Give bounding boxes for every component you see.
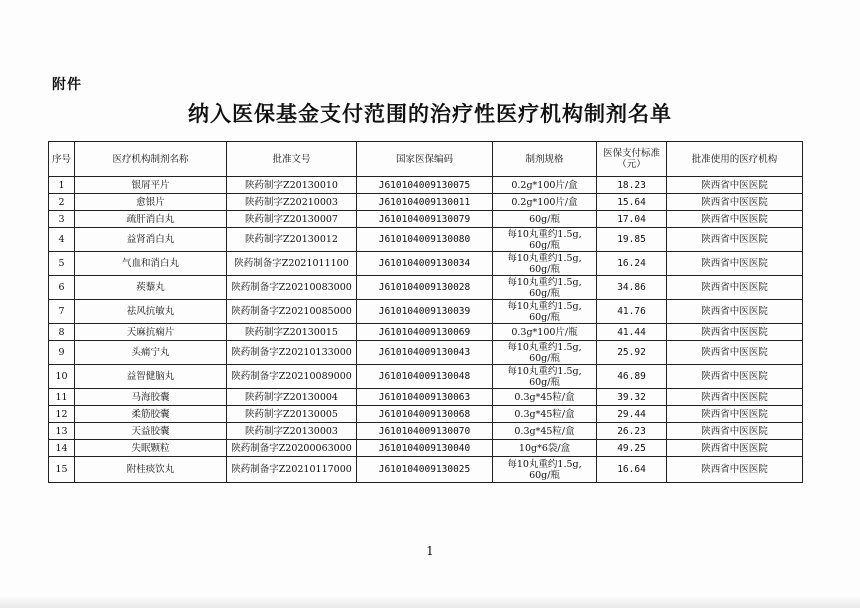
cell-spec bbox=[493, 228, 597, 252]
cell-spec-line1: 每10丸重约1.5g, bbox=[507, 300, 582, 312]
cell-no: 5 bbox=[49, 252, 75, 276]
cell-spec-line2: 60g/瓶 bbox=[529, 469, 560, 481]
table-row bbox=[49, 389, 803, 406]
cell-name: 马海胶囊 bbox=[75, 389, 227, 406]
cell-code: J610104009130048 bbox=[357, 365, 493, 389]
cell-spec bbox=[493, 389, 597, 406]
cell-name: 蒺藜丸 bbox=[75, 276, 227, 300]
cell-name: 疏肝消白丸 bbox=[75, 211, 227, 228]
cell-no: 8 bbox=[49, 324, 75, 341]
cell-name: 失眠颗粒 bbox=[75, 440, 227, 457]
header-price-line2: （元） bbox=[617, 159, 646, 170]
cell-name: 祛风抗敏丸 bbox=[75, 300, 227, 324]
cell-spec bbox=[493, 194, 597, 211]
cell-spec bbox=[493, 440, 597, 457]
cell-spec bbox=[493, 365, 597, 389]
table-row bbox=[49, 365, 803, 389]
cell-institution: 陕西省中医医院 bbox=[667, 177, 803, 194]
header-code: 国家医保编码 bbox=[357, 142, 493, 177]
cell-name: 天益胶囊 bbox=[75, 423, 227, 440]
cell-institution: 陕西省中医医院 bbox=[667, 423, 803, 440]
cell-code: J610104009130043 bbox=[357, 341, 493, 365]
cell-spec bbox=[493, 211, 597, 228]
cell-institution: 陕西省中医医院 bbox=[667, 457, 803, 483]
cell-code: J610104009130070 bbox=[357, 423, 493, 440]
cell-code: J610104009130069 bbox=[357, 324, 493, 341]
cell-approval: 陕药制字Z20130010 bbox=[227, 177, 357, 194]
cell-price: 39.32 bbox=[597, 389, 667, 406]
page-number: 1 bbox=[426, 544, 434, 558]
cell-code: J610104009130025 bbox=[357, 457, 493, 483]
cell-approval: 陕药制备字Z20210089000 bbox=[227, 365, 357, 389]
cell-code: J610104009130079 bbox=[357, 211, 493, 228]
cell-name: 柔筋胶囊 bbox=[75, 406, 227, 423]
cell-no: 2 bbox=[49, 194, 75, 211]
cell-no: 10 bbox=[49, 365, 75, 389]
cell-no: 1 bbox=[49, 177, 75, 194]
cell-no: 15 bbox=[49, 457, 75, 483]
cell-spec bbox=[493, 406, 597, 423]
cell-price: 41.44 bbox=[597, 324, 667, 341]
cell-spec-line1: 0.3g*45粒/盒 bbox=[514, 391, 575, 403]
table-header-row bbox=[49, 142, 803, 177]
cell-spec-line1: 0.3g*100片/瓶 bbox=[511, 326, 578, 338]
table-row bbox=[49, 276, 803, 300]
cell-spec-line2: 60g/瓶 bbox=[529, 287, 560, 299]
header-institution: 批准使用的医疗机构 bbox=[667, 142, 803, 177]
cell-code: J610104009130040 bbox=[357, 440, 493, 457]
table-row bbox=[49, 457, 803, 483]
cell-price: 29.44 bbox=[597, 406, 667, 423]
cell-institution: 陕西省中医医院 bbox=[667, 389, 803, 406]
cell-institution: 陕西省中医医院 bbox=[667, 324, 803, 341]
table-row bbox=[49, 252, 803, 276]
cell-spec bbox=[493, 324, 597, 341]
cell-no: 4 bbox=[49, 228, 75, 252]
cell-spec-line1: 每10丸重约1.5g, bbox=[507, 228, 582, 240]
cell-price: 41.76 bbox=[597, 300, 667, 324]
cell-no: 6 bbox=[49, 276, 75, 300]
cell-name: 银屑平片 bbox=[75, 177, 227, 194]
cell-approval: 陕药制字Z20130007 bbox=[227, 211, 357, 228]
cell-approval: 陕药制字Z20130004 bbox=[227, 389, 357, 406]
table-row bbox=[49, 423, 803, 440]
cell-approval: 陕药制字Z20130015 bbox=[227, 324, 357, 341]
cell-name: 天麻抗痫片 bbox=[75, 324, 227, 341]
cell-spec-line1: 0.2g*100片/盒 bbox=[511, 196, 578, 208]
cell-name: 头痛宁丸 bbox=[75, 341, 227, 365]
cell-price: 15.64 bbox=[597, 194, 667, 211]
cell-price: 26.23 bbox=[597, 423, 667, 440]
table-body bbox=[49, 177, 803, 483]
cell-code: J610104009130034 bbox=[357, 252, 493, 276]
cell-no: 9 bbox=[49, 341, 75, 365]
cell-approval: 陕药制备字Z20210133000 bbox=[227, 341, 357, 365]
cell-institution: 陕西省中医医院 bbox=[667, 194, 803, 211]
cell-price: 18.23 bbox=[597, 177, 667, 194]
scan-bottom-edge bbox=[0, 594, 860, 608]
cell-spec-line2: 60g/瓶 bbox=[529, 376, 560, 388]
cell-price: 34.86 bbox=[597, 276, 667, 300]
header-approval: 批准文号 bbox=[227, 142, 357, 177]
cell-spec bbox=[493, 300, 597, 324]
cell-spec bbox=[493, 457, 597, 483]
cell-approval: 陕药制备字Z20210083000 bbox=[227, 276, 357, 300]
cell-spec-line1: 0.3g*45粒/盒 bbox=[514, 425, 575, 437]
cell-approval: 陕药制备字Z2021011100 bbox=[227, 252, 357, 276]
cell-spec bbox=[493, 423, 597, 440]
cell-name: 益智健脑丸 bbox=[75, 365, 227, 389]
cell-price: 16.64 bbox=[597, 457, 667, 483]
header-price bbox=[597, 142, 667, 177]
cell-price: 16.24 bbox=[597, 252, 667, 276]
cell-spec-line1: 每10丸重约1.5g, bbox=[507, 276, 582, 288]
cell-code: J610104009130039 bbox=[357, 300, 493, 324]
cell-institution: 陕西省中医医院 bbox=[667, 440, 803, 457]
cell-no: 3 bbox=[49, 211, 75, 228]
cell-price: 25.92 bbox=[597, 341, 667, 365]
cell-spec-line1: 每10丸重约1.5g, bbox=[507, 365, 582, 377]
header-spec: 制剂规格 bbox=[493, 142, 597, 177]
cell-price: 17.04 bbox=[597, 211, 667, 228]
cell-approval: 陕药制备字Z20200063000 bbox=[227, 440, 357, 457]
header-price-line1: 医保支付标准 bbox=[602, 148, 660, 159]
table-row bbox=[49, 177, 803, 194]
cell-institution: 陕西省中医医院 bbox=[667, 228, 803, 252]
cell-spec-line2: 60g/瓶 bbox=[529, 311, 560, 323]
header-no: 序号 bbox=[49, 142, 75, 177]
cell-approval: 陕药制字Z20130003 bbox=[227, 423, 357, 440]
cell-price: 46.89 bbox=[597, 365, 667, 389]
cell-spec bbox=[493, 177, 597, 194]
cell-institution: 陕西省中医医院 bbox=[667, 300, 803, 324]
cell-spec-line1: 每10丸重约1.5g, bbox=[507, 252, 582, 264]
cell-institution: 陕西省中医医院 bbox=[667, 341, 803, 365]
cell-institution: 陕西省中医医院 bbox=[667, 276, 803, 300]
preparations-table bbox=[48, 141, 803, 483]
cell-spec bbox=[493, 341, 597, 365]
document-title: 纳入医保基金支付范围的治疗性医疗机构制剂名单 bbox=[188, 102, 672, 126]
cell-code: J610104009130068 bbox=[357, 406, 493, 423]
table-row bbox=[49, 406, 803, 423]
cell-approval: 陕药制字Z20130012 bbox=[227, 228, 357, 252]
cell-spec bbox=[493, 276, 597, 300]
cell-no: 11 bbox=[49, 389, 75, 406]
header-name: 医疗机构制剂名称 bbox=[75, 142, 227, 177]
cell-spec-line2: 60g/瓶 bbox=[529, 263, 560, 275]
attachment-label: 附件 bbox=[52, 77, 82, 93]
cell-code: J610104009130080 bbox=[357, 228, 493, 252]
table-row bbox=[49, 211, 803, 228]
cell-approval: 陕药制备字Z20210085000 bbox=[227, 300, 357, 324]
cell-spec-line1: 0.2g*100片/盒 bbox=[511, 179, 578, 191]
cell-spec bbox=[493, 252, 597, 276]
table-row bbox=[49, 440, 803, 457]
cell-institution: 陕西省中医医院 bbox=[667, 365, 803, 389]
cell-spec-line1: 每10丸重约1.5g, bbox=[507, 458, 582, 470]
cell-approval: 陕药制备字Z20210117000 bbox=[227, 457, 357, 483]
cell-name: 益肾消白丸 bbox=[75, 228, 227, 252]
cell-no: 12 bbox=[49, 406, 75, 423]
cell-spec-line1: 10g*6袋/盒 bbox=[518, 442, 571, 454]
table-row bbox=[49, 194, 803, 211]
cell-code: J610104009130075 bbox=[357, 177, 493, 194]
cell-code: J610104009130028 bbox=[357, 276, 493, 300]
table-row bbox=[49, 300, 803, 324]
table-row bbox=[49, 324, 803, 341]
cell-institution: 陕西省中医医院 bbox=[667, 406, 803, 423]
cell-institution: 陕西省中医医院 bbox=[667, 252, 803, 276]
cell-spec-line2: 60g/瓶 bbox=[529, 352, 560, 364]
cell-code: J610104009130063 bbox=[357, 389, 493, 406]
cell-price: 49.25 bbox=[597, 440, 667, 457]
cell-name: 附桂痰饮丸 bbox=[75, 457, 227, 483]
cell-no: 13 bbox=[49, 423, 75, 440]
cell-name: 愈银片 bbox=[75, 194, 227, 211]
table-row bbox=[49, 341, 803, 365]
cell-approval: 陕药制字Z20210003 bbox=[227, 194, 357, 211]
cell-spec-line1: 60g/瓶 bbox=[529, 213, 560, 225]
cell-no: 14 bbox=[49, 440, 75, 457]
cell-price: 19.85 bbox=[597, 228, 667, 252]
cell-code: J610104009130011 bbox=[357, 194, 493, 211]
cell-name: 气血和消白丸 bbox=[75, 252, 227, 276]
cell-approval: 陕药制字Z20130005 bbox=[227, 406, 357, 423]
cell-no: 7 bbox=[49, 300, 75, 324]
table-row bbox=[49, 228, 803, 252]
cell-institution: 陕西省中医医院 bbox=[667, 211, 803, 228]
cell-spec-line1: 0.3g*45粒/盒 bbox=[514, 408, 575, 420]
cell-spec-line2: 60g/瓶 bbox=[529, 239, 560, 251]
cell-spec-line1: 每10丸重约1.5g, bbox=[507, 341, 582, 353]
